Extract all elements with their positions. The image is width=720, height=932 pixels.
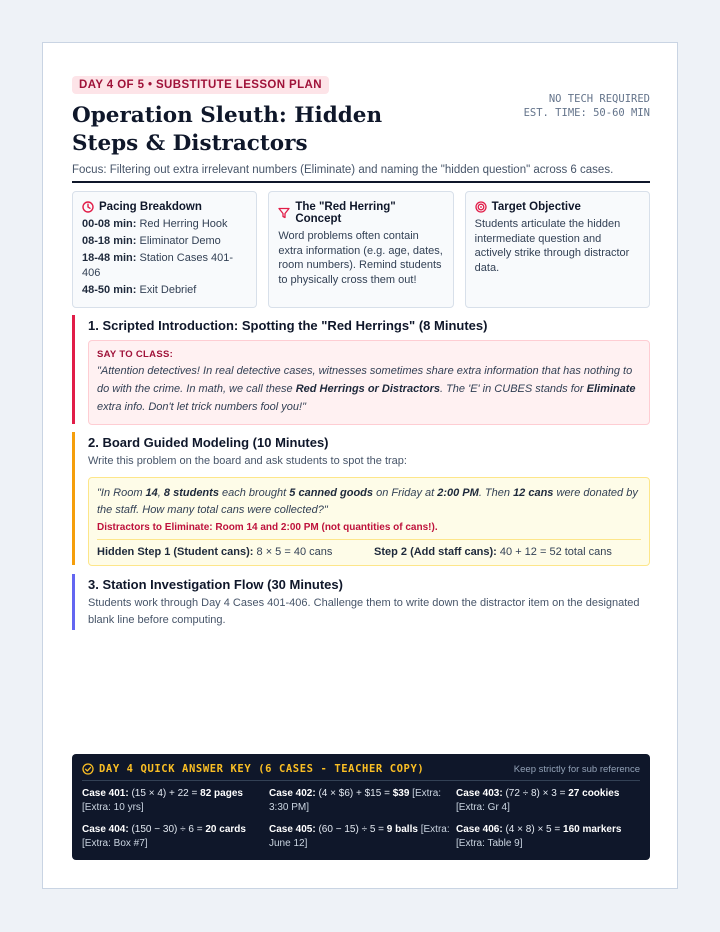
section-introduction (72, 315, 650, 424)
answer-key (72, 754, 650, 860)
distractor-note: Distractors to Eliminate: Room 14 and 2:00 PM (not quantities of cans!). (97, 522, 641, 540)
answer-key-title: DAY 4 QUICK ANSWER KEY (6 CASES - TEACHER COPY) (99, 763, 425, 775)
section-stations (72, 574, 650, 630)
step-1: Hidden Step 1 (Student cans): 8 × 5 = 40 cans (97, 546, 333, 558)
pace-row: 48-50 min: Exit Debrief (82, 283, 197, 296)
page-title: Operation Sleuth: Hidden Steps & Distractors (72, 103, 383, 156)
pace-row: 08-18 min: Eliminator Demo (82, 235, 221, 247)
section-desc: Write this problem on the board and ask students to spot the trap: (88, 455, 407, 467)
pace-row: 00-08 min: Red Herring Hook (82, 218, 228, 230)
answer-key-note: Keep strictly for sub reference (513, 763, 640, 775)
section-title: 1. Scripted Introduction: Spotting the "Red Herrings" (8 Minutes) (88, 318, 488, 333)
pacing-card (72, 191, 257, 308)
case-answer: Case 406: (4 × 8) × 5 = 160 markers [Extra: Table 9] (456, 824, 622, 849)
model-problem-box (88, 477, 650, 566)
answer-grid (82, 787, 640, 851)
pacing-title: Pacing Breakdown (99, 201, 202, 213)
section-desc: Students work through Day 4 Cases 401-406. Challenge them to write down the distractor item on the designated blank line before computing. (88, 597, 640, 626)
target-icon (475, 201, 487, 213)
say-label: SAY TO CLASS: (97, 349, 174, 360)
script-text: "Attention detectives! In real detective cases, witnesses sometimes share extra information that has nothing to do with the crime. In math, we call these Red Herrings or Distractors. The 'E' in CUBES stands for Eliminate extra info. Don't let trick numbers fool you!" (97, 365, 636, 413)
concept-title: The "Red Herring" Concept (295, 201, 396, 225)
header (72, 75, 650, 176)
lesson-plan-page (42, 42, 678, 889)
objective-card (465, 191, 650, 308)
step-2: Step 2 (Add staff cans): 40 + 12 = 52 total cans (374, 546, 612, 558)
section-title: 2. Board Guided Modeling (10 Minutes) (88, 435, 329, 450)
objective-title: Target Objective (491, 201, 581, 213)
solution-steps (97, 546, 641, 558)
info-cards (72, 191, 650, 308)
concept-text: Word problems often contain extra information (e.g. age, dates, room numbers). Remind students to physically cross them out! (278, 230, 443, 286)
objective-text: Students articulate the hidden intermediate question and actively strike through distractor data. (474, 218, 630, 274)
say-to-class-box (88, 340, 650, 425)
filter-icon (278, 207, 290, 219)
meta-tech: NO TECH REQUIRED (548, 93, 650, 105)
header-divider (72, 181, 650, 183)
concept-card (268, 191, 453, 308)
focus-line: Focus: Filtering out extra irrelevant numbers (Eliminate) and naming the "hidden question" across 6 cases. (72, 164, 614, 176)
problem-text: "In Room 14, 8 students each brought 5 canned goods on Friday at 2:00 PM. Then 12 cans were donated by the staff. How many total cans were collected?" (97, 487, 638, 516)
meta-time: EST. TIME: 50-60 MIN (523, 107, 650, 119)
case-answer: Case 405: (60 − 15) ÷ 5 = 9 balls [Extra: June 12] (269, 824, 450, 849)
check-circle-icon (82, 763, 94, 775)
case-answer: Case 401: (15 × 4) + 22 = 82 pages [Extra: 10 yrs] (82, 788, 243, 813)
meta-info (520, 92, 650, 120)
case-answer: Case 402: (4 × $6) + $15 = $39 [Extra: 3:30 PM] (269, 788, 442, 813)
section-modeling (72, 432, 650, 565)
clock-icon (82, 201, 94, 213)
case-answer: Case 403: (72 ÷ 8) × 3 = 27 cookies [Extra: Gr 4] (456, 788, 620, 813)
day-badge: DAY 4 OF 5 • SUBSTITUTE LESSON PLAN (72, 76, 329, 94)
section-title: 3. Station Investigation Flow (30 Minutes) (88, 577, 343, 592)
case-answer: Case 404: (150 − 30) ÷ 6 = 20 cards [Extra: Box #7] (82, 824, 246, 849)
pace-row: 18-48 min: Station Cases 401-406 (82, 252, 234, 279)
